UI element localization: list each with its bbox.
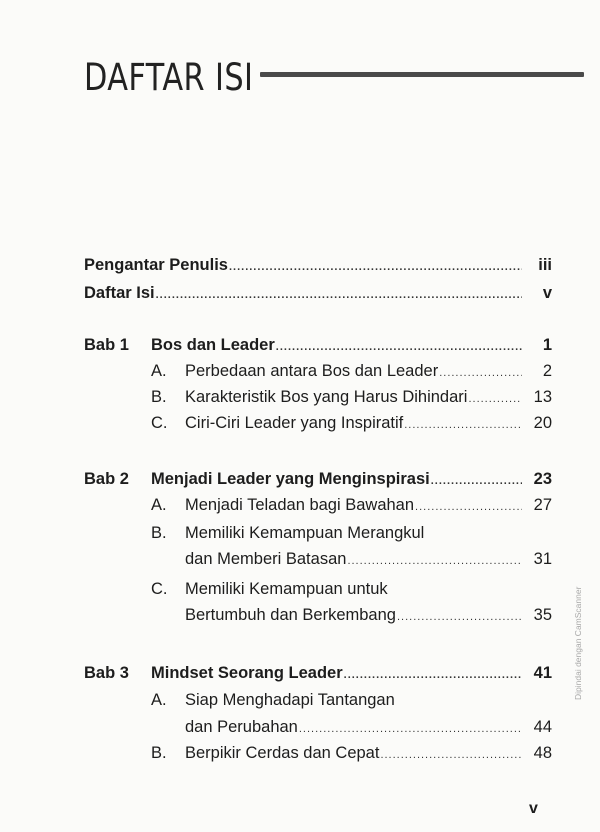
toc-section-1b[interactable] bbox=[84, 388, 552, 412]
dot-leader bbox=[229, 261, 522, 273]
chapter-title: Bos dan Leader bbox=[151, 336, 275, 354]
dot-leader bbox=[404, 419, 522, 431]
camscanner-watermark: Dipindai dengan CamScanner bbox=[573, 586, 583, 700]
section-page: 48 bbox=[533, 744, 552, 762]
section-letter: C. bbox=[151, 580, 168, 598]
section-page: 27 bbox=[533, 496, 552, 514]
toc-entry-page: iii bbox=[538, 256, 552, 274]
section-title: Siap Menghadapi Tantangan bbox=[185, 691, 395, 709]
dot-leader bbox=[344, 669, 522, 681]
section-letter: B. bbox=[151, 388, 167, 406]
dot-leader bbox=[415, 501, 522, 513]
toc-section-2c-line1[interactable] bbox=[84, 580, 552, 604]
dot-leader bbox=[156, 289, 522, 301]
toc-section-3a-line2[interactable] bbox=[84, 718, 552, 742]
toc-section-1c[interactable] bbox=[84, 414, 552, 438]
section-letter: A. bbox=[151, 691, 167, 709]
toc-section-1a[interactable] bbox=[84, 362, 552, 386]
page-title: DAFTAR ISI bbox=[84, 55, 254, 99]
section-page: 2 bbox=[542, 362, 552, 380]
section-letter: B. bbox=[151, 524, 167, 542]
page-number: v bbox=[529, 800, 538, 817]
dot-leader bbox=[380, 749, 522, 761]
section-title: Memiliki Kemampuan untuk bbox=[185, 580, 388, 598]
toc-entry-daftar-isi[interactable] bbox=[84, 284, 552, 308]
toc-chapter-1[interactable] bbox=[84, 336, 552, 360]
dot-leader bbox=[439, 367, 522, 379]
chapter-page: 1 bbox=[542, 336, 552, 354]
section-title: Berpikir Cerdas dan Cepat bbox=[185, 744, 380, 762]
toc-section-2b-line2[interactable] bbox=[84, 550, 552, 574]
toc-entry-title: Daftar Isi bbox=[84, 284, 155, 302]
section-letter: A. bbox=[151, 362, 167, 380]
toc-entry-page: v bbox=[542, 284, 552, 302]
dot-leader bbox=[431, 475, 522, 487]
dot-leader bbox=[468, 393, 522, 405]
section-title: Karakteristik Bos yang Harus Dihindari bbox=[185, 388, 468, 406]
chapter-page: 41 bbox=[533, 664, 552, 682]
section-page: 13 bbox=[533, 388, 552, 406]
toc-chapter-3[interactable] bbox=[84, 664, 552, 688]
dot-leader bbox=[276, 341, 522, 353]
section-title-continued: Bertumbuh dan Berkembang bbox=[185, 606, 396, 624]
chapter-title: Menjadi Leader yang Menginspirasi bbox=[151, 470, 430, 488]
chapter-page: 23 bbox=[533, 470, 552, 488]
toc-entry-title: Pengantar Penulis bbox=[84, 256, 228, 274]
section-page: 31 bbox=[533, 550, 552, 568]
section-title-continued: dan Perubahan bbox=[185, 718, 298, 736]
section-page: 35 bbox=[533, 606, 552, 624]
section-letter: B. bbox=[151, 744, 167, 762]
section-title: Memiliki Kemampuan Merangkul bbox=[185, 524, 425, 542]
chapter-label: Bab 2 bbox=[84, 470, 129, 488]
section-page: 44 bbox=[533, 718, 552, 736]
chapter-label: Bab 1 bbox=[84, 336, 129, 354]
section-title: Perbedaan antara Bos dan Leader bbox=[185, 362, 439, 380]
toc-section-3b[interactable] bbox=[84, 744, 552, 768]
toc-section-3a-line1[interactable] bbox=[84, 691, 552, 715]
section-title-continued: dan Memberi Batasan bbox=[185, 550, 347, 568]
section-letter: A. bbox=[151, 496, 167, 514]
dot-leader bbox=[397, 611, 522, 623]
toc-entry-pengantar[interactable] bbox=[84, 256, 552, 280]
chapter-title: Mindset Seorang Leader bbox=[151, 664, 343, 682]
toc-section-2b-line1[interactable] bbox=[84, 524, 552, 548]
chapter-label: Bab 3 bbox=[84, 664, 129, 682]
section-title: Menjadi Teladan bagi Bawahan bbox=[185, 496, 415, 514]
toc-chapter-2[interactable] bbox=[84, 470, 552, 494]
section-page: 20 bbox=[533, 414, 552, 432]
section-letter: C. bbox=[151, 414, 168, 432]
section-title: Ciri-Ciri Leader yang Inspiratif bbox=[185, 414, 404, 432]
dot-leader bbox=[299, 723, 522, 735]
toc-section-2a[interactable] bbox=[84, 496, 552, 520]
dot-leader bbox=[347, 555, 522, 567]
toc-section-2c-line2[interactable] bbox=[84, 606, 552, 630]
heading-rule bbox=[260, 72, 584, 77]
toc-heading-row bbox=[84, 52, 584, 102]
